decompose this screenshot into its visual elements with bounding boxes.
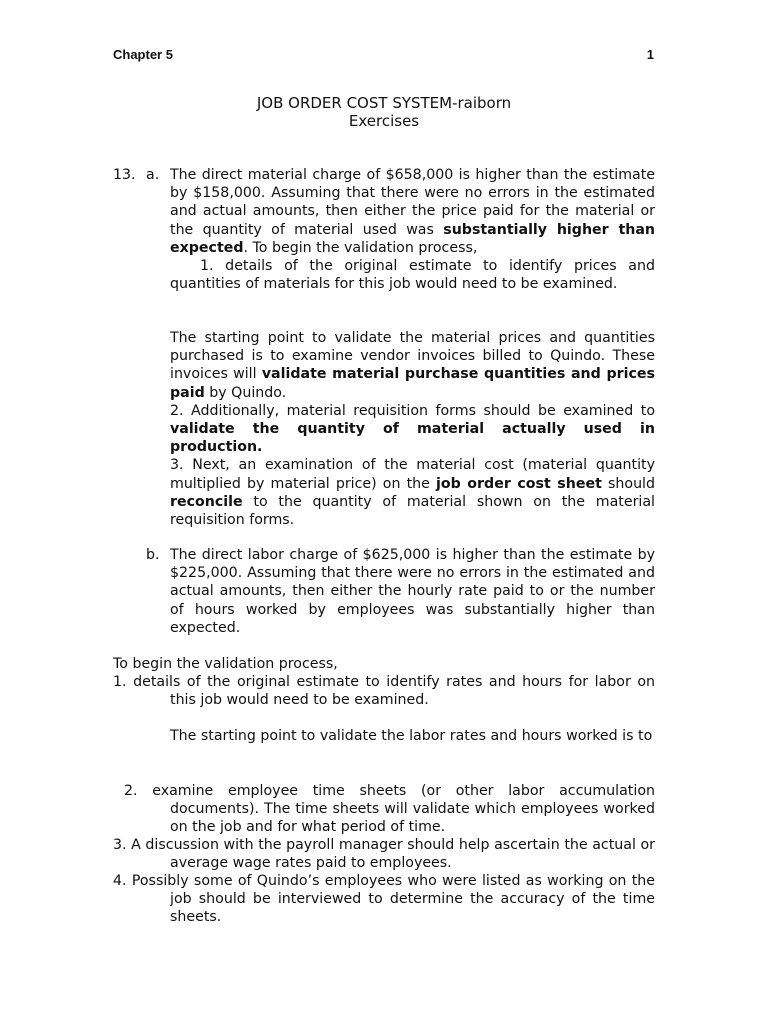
validation-step-4: 4. Possibly some of Quindo’s employees who were listed as working on the job should be interviewed to determine the accuracy of the time sheets. [113,873,655,926]
part-a-step-3-bold-2: reconcile [170,493,243,510]
part-a-step-1: 1. details of the original estimate to identify prices and quantities of materials for this job would need to be examined. [170,258,655,293]
document-title [0,94,768,130]
part-a-p1-text: The direct material charge of $658,000 is higher than the estimate by $158,000. Assuming that there were no errors in the estimated and actual amounts, then either the price paid for the material or the quantity of material used was [170,167,655,238]
part-a-step-3-tail: to the quantity of material shown on the material requisition forms. [170,493,655,529]
validation-step-2: 2. examine employee time sheets (or other labor accumulation documents). The time sheets will validate which employees worked on the job and for what period of time. [124,783,655,836]
part-a-p1-bold: substantially higher than expected [170,221,656,256]
part-a-paragraph-2 [170,329,655,529]
title-line-2: Exercises [348,112,420,130]
title-line-1: JOB ORDER COST SYSTEM-raiborn [256,94,512,112]
part-a-label: a. [146,167,160,183]
page-number: 1 [646,47,654,62]
part-a-step-2-bold: validate the quantity of material actually used in production. [170,421,655,456]
part-a-p2-tail: by Quindo. [204,384,287,401]
part-b-label: b. [146,547,160,563]
part-a-paragraph-1 [170,166,655,293]
part-a-step-3 [170,456,655,529]
part-a-step-3-text: 3. Next, an examination of the material cost (material quantity multiplied by material price) on the [170,457,655,492]
part-a-step-2 [170,402,655,457]
validation-step-1: 1. details of the original estimate to identify rates and hours for labor on this job would need to be examined. [113,674,655,709]
part-a-p2-bold: validate material purchase quantities and prices paid [170,366,655,401]
validation-step-1-note: The starting point to validate the labor rates and hours worked is to [170,728,653,744]
part-a-step-3-bold-1: job order cost sheet [436,475,602,492]
exercise-number: 13. [113,167,136,183]
part-a-p1-tail: . To begin the validation process, [243,239,478,256]
chapter-header: Chapter 5 [113,47,173,62]
validation-intro: To begin the validation process, [113,656,338,672]
part-b-paragraph: The direct labor charge of $625,000 is higher than the estimate by $225,000. Assuming that there were no errors in the estimated and actual amounts, then either the hourly rate paid to or the number of hours worked by employees was substantially higher than expected. [170,547,655,636]
part-a-p2-text: The starting point to validate the material prices and quantities purchased is to examine vendor invoices billed to Quindo. These invoices will [170,330,655,383]
validation-step-3: 3. A discussion with the payroll manager should help ascertain the actual or average wage rates paid to employees. [113,837,655,872]
part-a-step-3-mid: should [601,475,656,492]
part-a-step-2-text: 2. Additionally, material requisition forms should be examined to [170,402,655,419]
